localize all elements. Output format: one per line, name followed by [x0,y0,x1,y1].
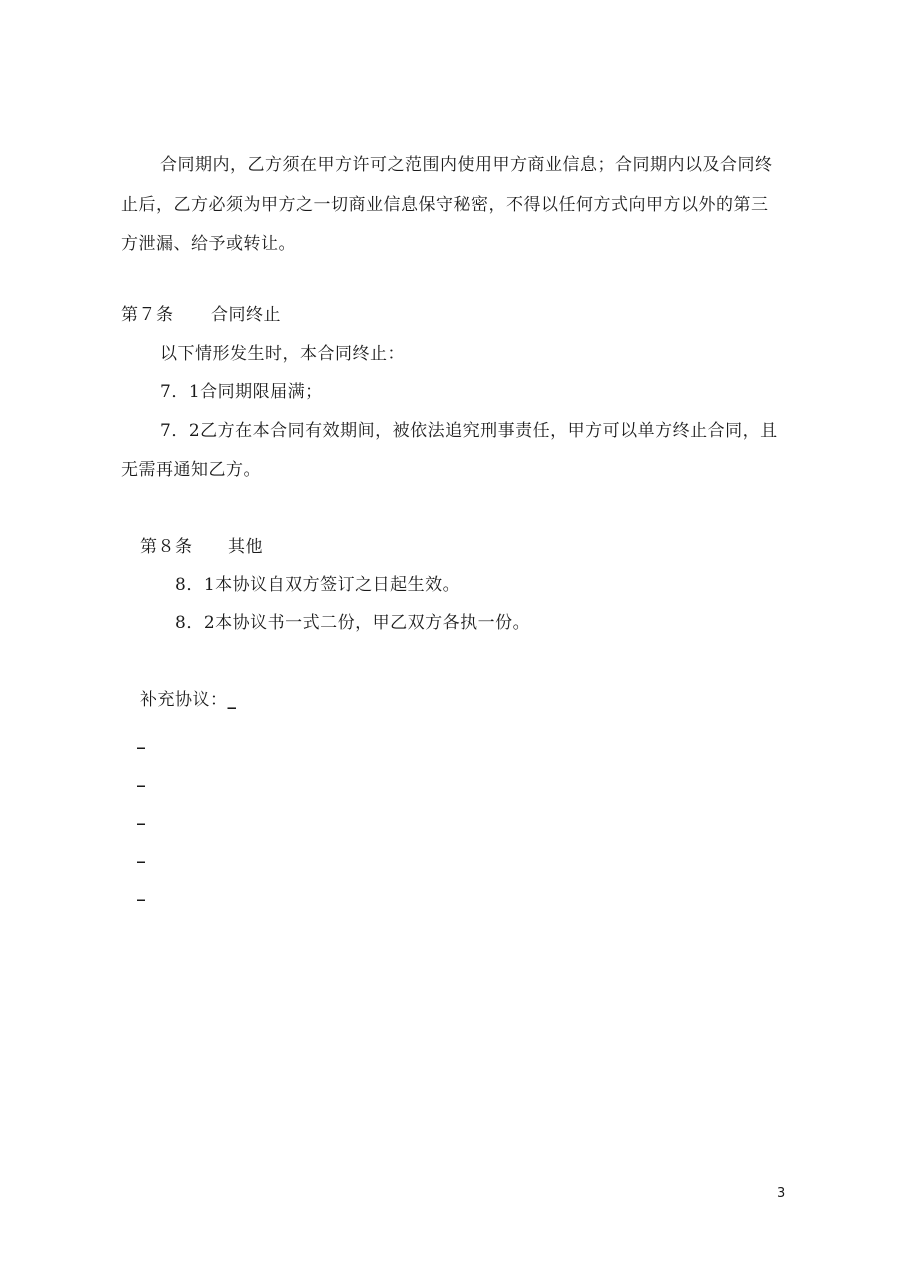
article8-heading [140,535,263,559]
supplement-label-line [140,688,237,712]
para1-line2: 止后，乙方必须为甲方之一切商业信息保守秘密，不得以任何方式向甲方以外的第三 [121,195,769,215]
article7-title: 合同终止 [211,305,281,325]
article8-title: 其他 [228,537,263,557]
supplement-blank-line-3: _ [137,806,145,825]
article8-item2: 8．2本协议书一式二份，甲乙双方各执一份。 [175,613,531,633]
supplement-label: 补充协议： [140,690,228,710]
para1-line3: 方泄漏、给予或转让。 [121,234,296,254]
page-number: 3 [777,1186,786,1201]
supplement-blank: _ [227,690,237,710]
supplement-blank-line-2: _ [137,768,145,787]
article7-item2-line2: 无需再通知乙方。 [121,460,261,480]
article7-intro: 以下情形发生时，本合同终止： [160,344,405,364]
article8-number: 第８条 [140,537,193,557]
article7-item1: 7．1合同期限届满； [160,382,323,402]
article7-heading [121,303,281,327]
article7-number: 第７条 [121,305,174,325]
article7-item2-line1: 7．2乙方在本合同有效期间，被依法追究刑事责任，甲方可以单方终止合同，且 [160,421,778,441]
supplement-blank-line-1: _ [137,730,145,749]
supplement-blank-line-5: _ [137,882,145,901]
para1-line1: 合同期内，乙方须在甲方许可之范围内使用甲方商业信息；合同期内以及合同终 [160,155,773,175]
article8-item1: 8．1本协议自双方签订之日起生效。 [175,575,461,595]
supplement-blank-line-4: _ [137,844,145,863]
